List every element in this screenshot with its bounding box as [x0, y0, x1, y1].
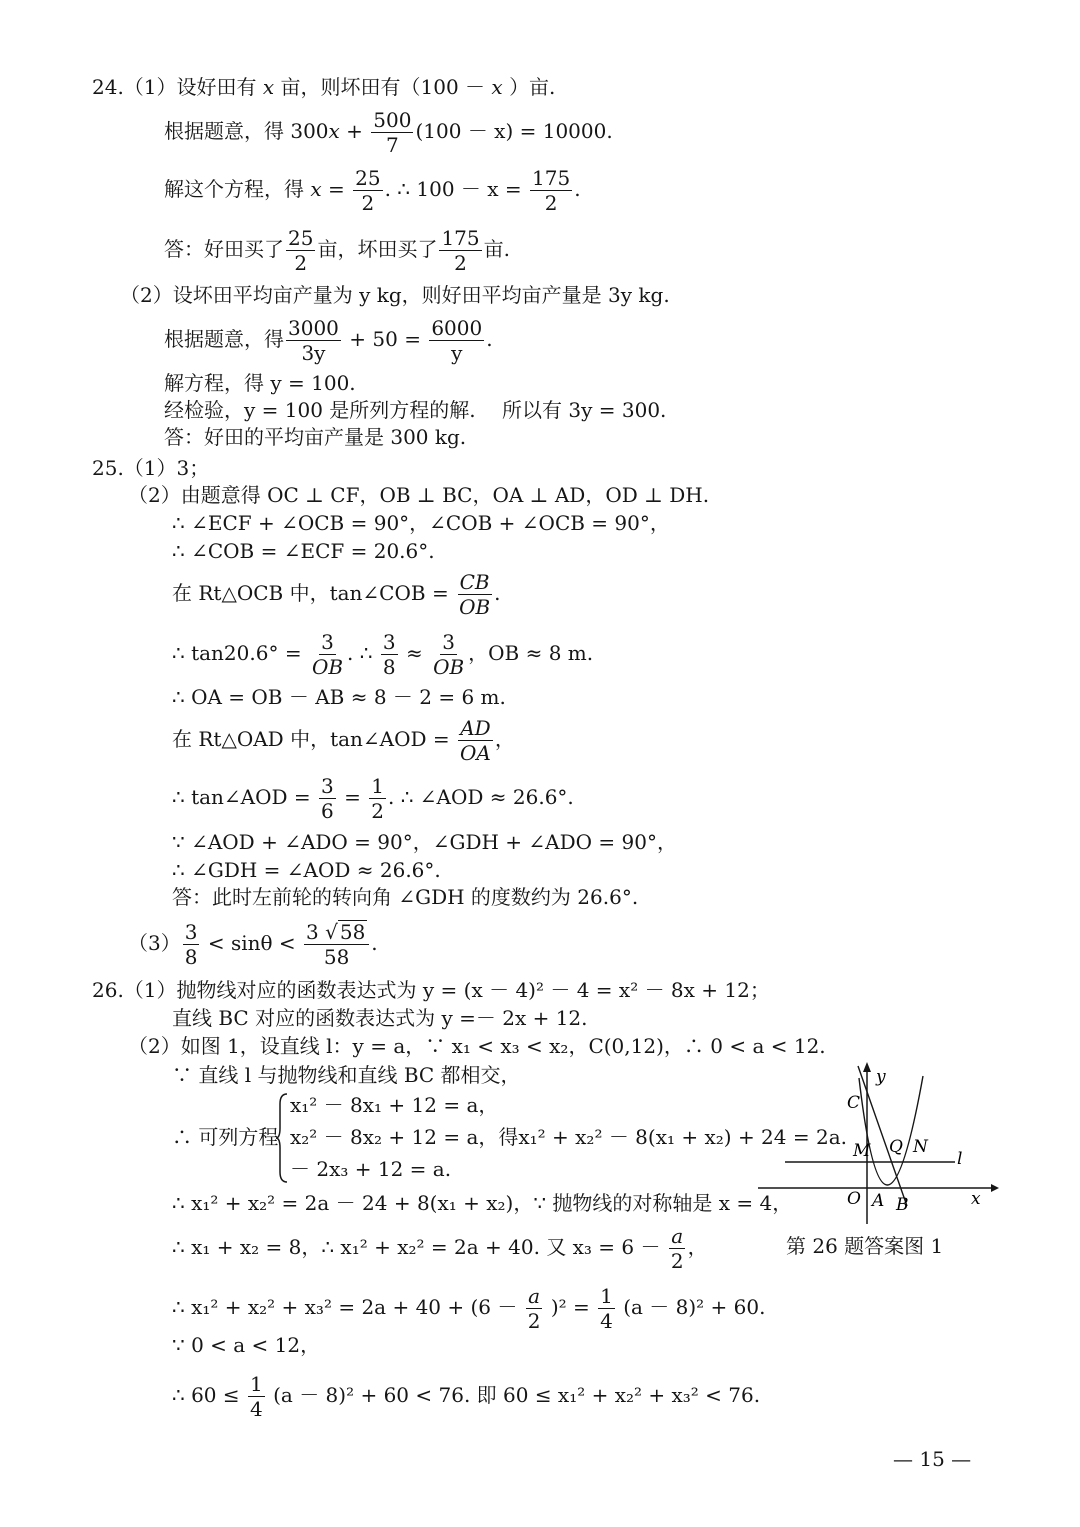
numerator: CB: [459, 570, 490, 594]
q25-line-4: ∴ ∠COB = ∠ECF = 20.6°.: [172, 539, 435, 563]
y-axis-arrow-icon: [863, 1062, 871, 1072]
numerator: 3: [382, 630, 396, 654]
q25-line-2: （2）由题意得 OC ⊥ CF，OB ⊥ BC，OA ⊥ AD，OD ⊥ DH.: [128, 483, 710, 507]
left-brace-icon: [275, 1092, 289, 1184]
line-bc: [858, 1066, 907, 1206]
system-eq-3: － 2x₃ + 12 = a.: [290, 1157, 452, 1181]
denominator: 8: [184, 945, 198, 969]
text: )² =: [550, 1295, 590, 1319]
text: =: [328, 177, 345, 201]
numerator: 500: [373, 108, 412, 132]
q25-line-10: ∵ ∠AOD + ∠ADO = 90°，∠GDH + ∠ADO = 90°，: [172, 830, 677, 854]
text: .: [494, 581, 501, 605]
denominator: 2: [670, 1249, 684, 1273]
denominator: 2: [294, 251, 308, 275]
label-b: B: [896, 1195, 909, 1215]
q26-line-2: 直线 BC 对应的函数表达式为 y =－ 2x + 12.: [172, 1006, 588, 1030]
text: ≈: [405, 641, 423, 665]
q24-part2-line-1: （2）设坏田平均亩产量为 y kg，则好田平均亩产量是 3y kg.: [120, 283, 670, 307]
text: < sinθ <: [207, 931, 296, 955]
text: .: [486, 327, 493, 351]
q26-line-6: ∴ x₁² + x₂² = 2a － 24 + 8(x₁ + x₂)，∵ 抛物线的对称轴是 x = 4，: [172, 1191, 793, 1215]
q26-line-7: [172, 1224, 708, 1273]
text: 解这个方程，得: [164, 177, 304, 201]
denominator: y: [451, 341, 463, 365]
numerator: AD: [460, 716, 491, 740]
label-x: x: [971, 1189, 981, 1209]
fraction: [310, 630, 345, 679]
numerator: 1: [371, 774, 384, 798]
system-eq-1: x₁² － 8x₁ + 12 = a，: [290, 1093, 499, 1117]
q24-part2-line-5: 答：好田的平均亩产量是 300 kg.: [164, 425, 467, 449]
numerator: 175: [441, 226, 480, 250]
q26-line-3: （2）如图 1，设直线 l：y = a，∵ x₁ < x₃ < x₂，C(0,12)，∴ 0 < a < 12.: [128, 1034, 826, 1058]
q25-line-8: [172, 716, 515, 765]
text: 亩，坏田买了: [317, 237, 438, 261]
text: ，: [687, 1235, 708, 1259]
q24-line-2: [164, 108, 613, 157]
q25-part3: [128, 920, 378, 969]
denominator: 2: [371, 799, 384, 823]
text: ∴ x₁ + x₂ = 8，∴ x₁² + x₂² = 2a + 40. 又 x₃ = 6 －: [172, 1235, 661, 1259]
q24-part2-line-3: 解方程，得 y = 100.: [164, 371, 356, 395]
numerator: 3000: [288, 316, 339, 340]
text: 亩，则坏田有（100 －: [280, 75, 486, 99]
var: x: [328, 119, 340, 143]
radicand: 58: [339, 920, 366, 944]
denominator: 6: [321, 799, 334, 823]
x-axis-arrow-icon: [991, 1184, 999, 1192]
denominator: 2: [454, 251, 467, 275]
denominator: 8: [382, 655, 396, 679]
denominator: 2: [527, 1309, 541, 1333]
var: x: [262, 75, 275, 99]
numerator: 25: [355, 166, 381, 190]
numerator: 1: [600, 1284, 613, 1308]
numerator: 3: [321, 774, 334, 798]
text: 根据题意，得: [164, 327, 284, 351]
text: ∴ x₁² + x₂² + x₃² = 2a + 40 + (6 －: [172, 1295, 518, 1319]
text: 亩.: [483, 237, 510, 261]
text: + 50 =: [349, 327, 421, 351]
numerator: 25: [288, 226, 314, 250]
text: . ∴ 100 － x =: [384, 177, 522, 201]
q25-line-7: ∴ OA = OB － AB ≈ 8 － 2 = 6 m.: [172, 685, 506, 709]
text: 24.（1）设好田有: [92, 75, 257, 99]
q26-line-5-label: ∴ 可列方程: [172, 1125, 279, 1149]
label-n: N: [913, 1137, 928, 1157]
q26-line-8: [172, 1284, 765, 1333]
q25-line-9: [172, 774, 574, 823]
fraction: [183, 920, 200, 969]
numerator: 175: [532, 166, 571, 190]
denominator: OB: [433, 655, 465, 679]
numerator: 3: [442, 630, 455, 654]
text: ∴ 60 ≤: [172, 1383, 240, 1407]
denominator: 4: [600, 1309, 613, 1333]
denominator: OB: [311, 655, 344, 679]
fraction: [458, 716, 493, 765]
numerator: 3 √ 58: [304, 920, 369, 945]
fraction: [431, 630, 466, 679]
q26-line-4: ∵ 直线 l 与抛物线和直线 BC 都相交，: [172, 1063, 521, 1087]
numerator: 3: [321, 630, 334, 654]
system-eq-2: x₂² － 8x₂ + 12 = a，得x₁² + x₂² － 8(x₁ + x₂) + 24 = 2a.: [290, 1125, 847, 1149]
text: 根据题意，得 300: [164, 119, 329, 143]
text: (a － 8)² + 60 < 76. 即 60 ≤ x₁² + x₂² + x₃² < 76.: [273, 1383, 761, 1407]
fraction: [319, 774, 336, 823]
text: ，OB ≈ 8 m.: [468, 641, 594, 665]
denominator: OA: [460, 741, 491, 765]
var: x: [491, 75, 503, 99]
numerator: 1: [250, 1372, 263, 1396]
denominator: 2: [361, 191, 375, 215]
q26-line-1: 26.（1）抛物线对应的函数表达式为 y = (x － 4)² － 4 = x² － 8x + 12；: [92, 978, 770, 1002]
q25-line-5: [172, 570, 501, 619]
denominator: OB: [459, 595, 491, 619]
fraction: [457, 570, 492, 619]
fraction: [530, 166, 572, 215]
fraction: [371, 108, 413, 157]
q24-line-4: [164, 226, 510, 275]
q24-part2-line-2: [164, 316, 493, 365]
var: x: [310, 177, 322, 201]
text: 答：好田买了: [164, 237, 284, 261]
fraction: [429, 316, 484, 365]
q24-part2-line-4: 经检验，y = 100 是所列方程的解. 所以有 3y = 300.: [164, 398, 667, 422]
label-o: O: [847, 1189, 861, 1209]
coefficient: 3: [306, 920, 319, 944]
fraction: [381, 630, 398, 679]
text: 在 Rt△OAD 中，tan∠AOD =: [172, 727, 450, 751]
fraction: [369, 774, 386, 823]
q25-line-3: ∴ ∠ECF + ∠OCB = 90°，∠COB + ∠OCB = 90°，: [172, 511, 670, 535]
figure-caption: 第 26 题答案图 1: [786, 1234, 944, 1258]
text: . ∴ ∠AOD ≈ 26.6°.: [387, 785, 574, 809]
fraction: [598, 1284, 615, 1333]
text: .: [371, 931, 378, 955]
fraction: [669, 1224, 686, 1273]
q26-line-9: ∵ 0 < a < 12，: [172, 1333, 321, 1357]
label-q: Q: [889, 1137, 903, 1157]
text: ∴ tan20.6° =: [172, 641, 302, 665]
text: .: [574, 177, 581, 201]
q25-line-11: ∴ ∠GDH = ∠AOD ≈ 26.6°.: [172, 858, 441, 882]
text: ）亩.: [509, 75, 556, 99]
label-l: l: [957, 1149, 963, 1169]
q24-line-1: [92, 74, 555, 100]
page-number: — 15 —: [893, 1447, 972, 1471]
label-y: y: [876, 1067, 886, 1087]
denominator: 3y: [301, 341, 326, 365]
numerator: 6000: [431, 316, 483, 340]
text: +: [346, 119, 363, 143]
text: (a － 8)² + 60.: [623, 1295, 766, 1319]
denominator: 58: [323, 945, 350, 969]
denominator: 4: [250, 1397, 263, 1421]
fraction: [353, 166, 382, 215]
fraction: [286, 226, 315, 275]
parabola: [859, 1076, 923, 1185]
fraction: [286, 316, 341, 365]
label-c: C: [847, 1093, 861, 1113]
parabola-figure: [755, 1058, 1000, 1230]
numerator: a: [671, 1224, 684, 1248]
label-a: A: [872, 1191, 885, 1211]
text: （3）: [128, 931, 181, 955]
text: =: [344, 785, 361, 809]
q26-line-10: [172, 1372, 760, 1421]
fraction: [304, 920, 369, 969]
fraction: [526, 1284, 543, 1333]
label-m: M: [853, 1141, 871, 1161]
fraction: [439, 226, 481, 275]
denominator: 7: [386, 133, 399, 157]
q25-line-6: [172, 630, 593, 679]
q24-line-3: [164, 166, 581, 215]
q25-line-1: 25.（1）3；: [92, 456, 210, 480]
fraction: [248, 1372, 265, 1421]
text: ，: [494, 727, 515, 751]
text: . ∴: [347, 641, 373, 665]
q25-line-12: 答：此时左前轮的转向角 ∠GDH 的度数约为 26.6°.: [172, 885, 639, 909]
text: 在 Rt△OCB 中，tan∠COB =: [172, 581, 449, 605]
numerator: 3: [184, 920, 198, 944]
text: ∴ tan∠AOD =: [172, 785, 311, 809]
denominator: 2: [544, 191, 558, 215]
text: (100 － x) = 10000.: [415, 119, 613, 143]
numerator: a: [528, 1284, 541, 1308]
